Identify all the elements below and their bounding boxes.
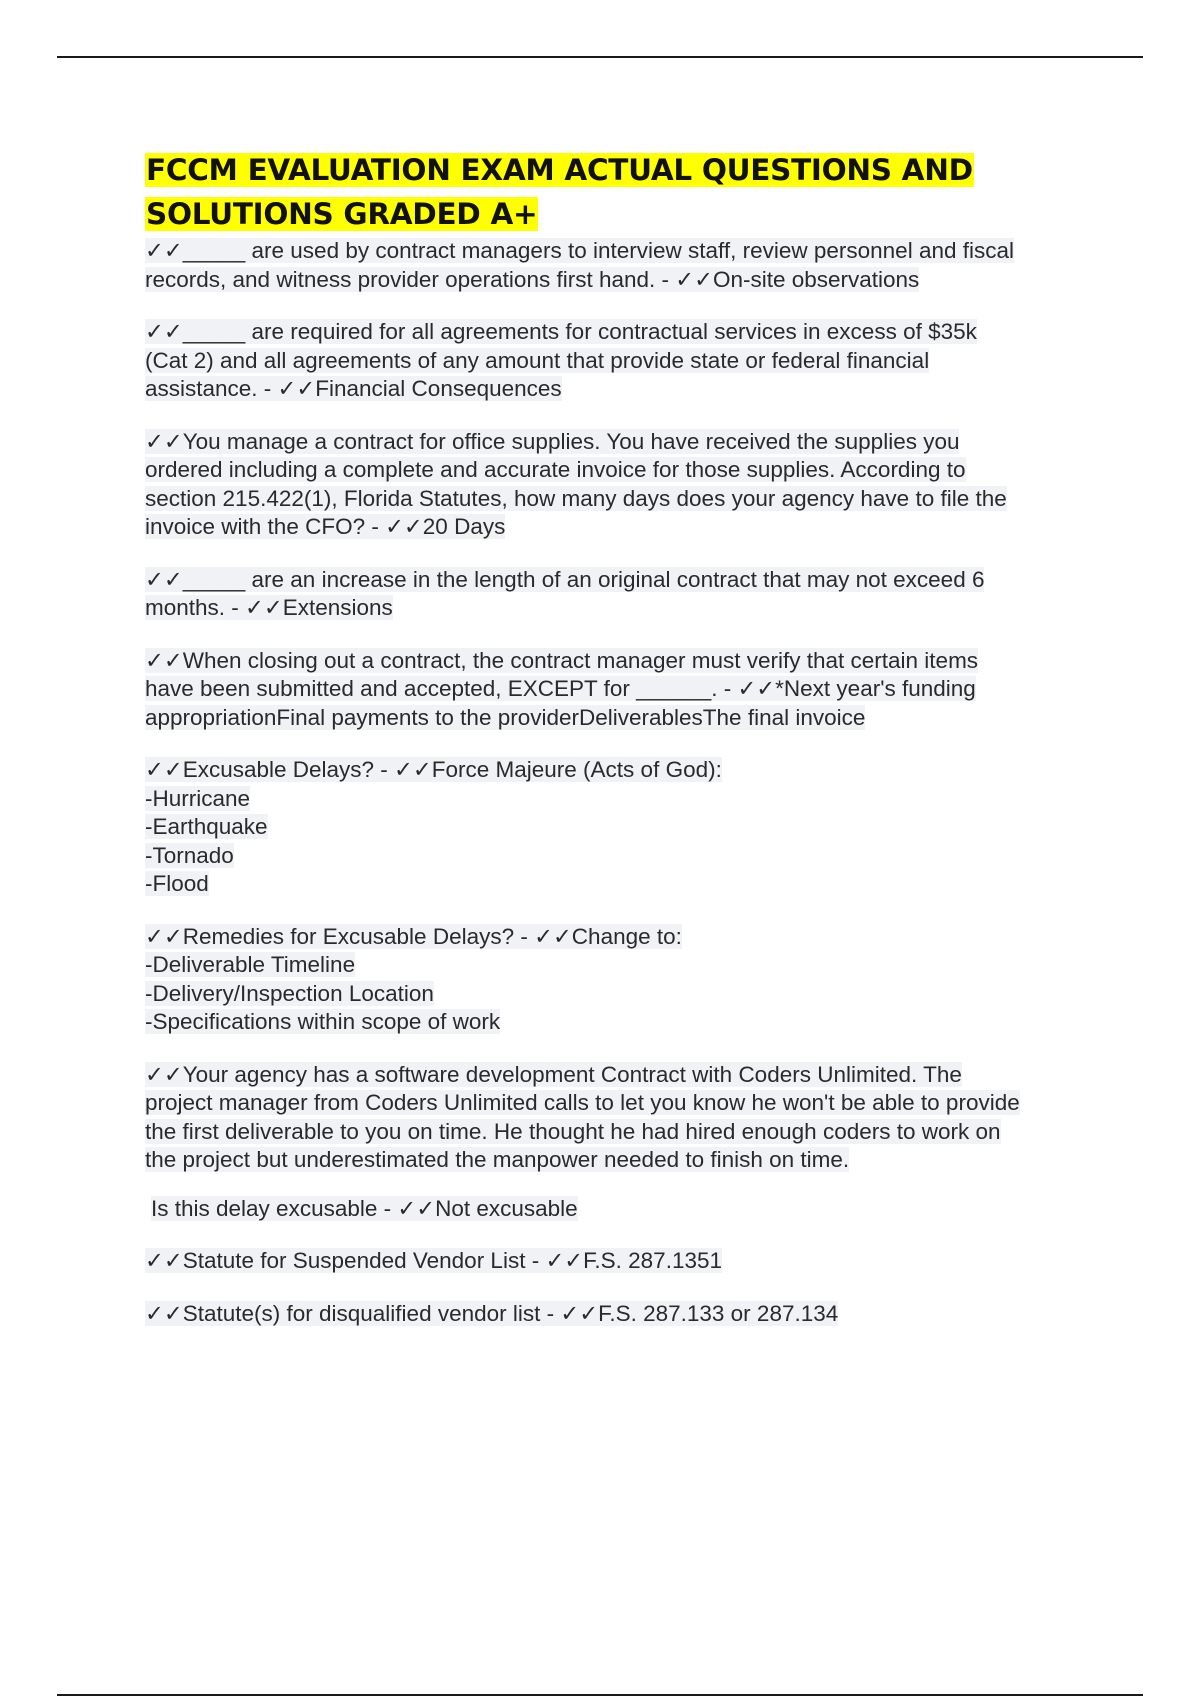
- qa-item: [145, 1300, 1090, 1329]
- qa-line: ✓✓_____ are required for all agreements for contractual services in excess of $35k: [145, 319, 977, 344]
- qa-line: -Earthquake: [145, 814, 268, 839]
- qa-line: appropriationFinal payments to the providerDeliverablesThe final invoice: [145, 704, 866, 730]
- qa-line: section 215.422(1), Florida Statutes, how many days does your agency have to file the: [145, 485, 1007, 511]
- qa-item: [145, 1195, 1090, 1224]
- title-line: SOLUTIONS GRADED A+: [146, 197, 538, 231]
- qa-line: project manager from Coders Unlimited calls to let you know he won't be able to provide: [145, 1090, 1020, 1115]
- qa-line: ✓✓Remedies for Excusable Delays? - ✓✓Change to:: [145, 923, 682, 949]
- qa-line: ordered including a complete and accurate invoice for those supplies. According to: [145, 457, 966, 482]
- qa-item: [145, 1061, 1090, 1175]
- qa-line: ✓✓When closing out a contract, the contract manager must verify that certain items: [145, 647, 979, 673]
- qa-item: [145, 923, 1090, 1037]
- qa-line: the project but underestimated the manpower needed to finish on time.: [145, 1147, 850, 1172]
- qa-line: have been submitted and accepted, EXCEPT for ______. - ✓✓*Next year's funding: [145, 676, 976, 701]
- qa-line: -Specifications within scope of work: [145, 1009, 501, 1034]
- document-body: [145, 148, 1090, 1352]
- document-title: [145, 148, 1090, 236]
- qa-line: -Flood: [145, 871, 209, 896]
- qa-line: -Delivery/Inspection Location: [145, 980, 434, 1006]
- qa-line: ✓✓Statute(s) for disqualified vendor list - ✓✓F.S. 287.133 or 287.134: [145, 1300, 839, 1326]
- qa-item: [145, 1247, 1090, 1276]
- qa-line: ✓✓_____ are an increase in the length of an original contract that may not exceed 6: [145, 566, 985, 592]
- qa-item: [145, 237, 1090, 294]
- qa-line: invoice with the CFO? - ✓✓20 Days: [145, 514, 506, 539]
- qa-line: ✓✓Your agency has a software development Contract with Coders Unlimited. The: [145, 1061, 962, 1087]
- footer-rule: [57, 1694, 1143, 1696]
- qa-line: -Deliverable Timeline: [145, 952, 356, 977]
- qa-line: ✓✓Statute for Suspended Vendor List - ✓✓F.S. 287.1351: [145, 1248, 723, 1273]
- qa-line: (Cat 2) and all agreements of any amount that provide state or federal financial: [145, 347, 930, 373]
- qa-item: [145, 756, 1090, 899]
- qa-line: the first deliverable to you on time. He thought he had hired enough coders to work on: [145, 1118, 1001, 1144]
- qa-line: ✓✓Excusable Delays? - ✓✓Force Majeure (Acts of God):: [145, 757, 722, 782]
- qa-item: [145, 318, 1090, 404]
- qa-line: months. - ✓✓Extensions: [145, 595, 393, 620]
- qa-line: -Tornado: [145, 842, 234, 868]
- qa-line: Is this delay excusable - ✓✓Not excusable: [151, 1195, 578, 1221]
- qa-item: [145, 428, 1090, 542]
- qa-line: -Hurricane: [145, 785, 251, 811]
- qa-line: ✓✓You manage a contract for office supplies. You have received the supplies you: [145, 428, 960, 454]
- qa-line: ✓✓_____ are used by contract managers to interview staff, review personnel and fiscal: [145, 238, 1014, 263]
- qa-line: assistance. - ✓✓Financial Consequences: [145, 376, 562, 401]
- title-line: FCCM EVALUATION EXAM ACTUAL QUESTIONS AND: [146, 153, 973, 187]
- qa-item: [145, 566, 1090, 623]
- qa-item: [145, 647, 1090, 733]
- header-rule: [57, 56, 1143, 58]
- qa-line: records, and witness provider operations first hand. - ✓✓On-site observations: [145, 266, 920, 292]
